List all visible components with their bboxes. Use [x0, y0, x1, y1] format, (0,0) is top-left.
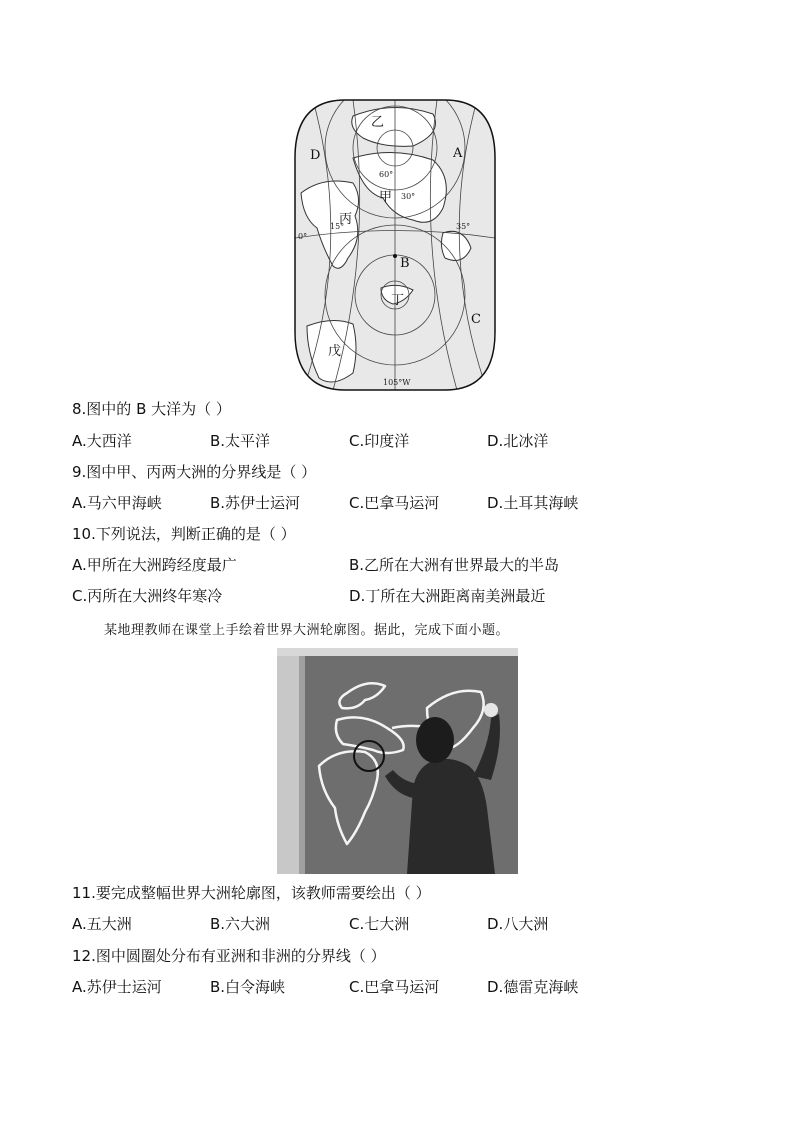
- question-11-stem: 11.要完成整幅世界大洲轮廓图，该教师需要绘出（ ）: [72, 884, 431, 902]
- question-9-stem: 9.图中甲、丙两大洲的分界线是（ ）: [72, 463, 317, 481]
- map-degree-35: 35°: [456, 222, 471, 231]
- question-8-option-b: B.太平洋: [210, 432, 271, 450]
- question-8-option-d: D.北冰洋: [487, 432, 549, 450]
- question-12-option-c: C.巴拿马运河: [349, 978, 440, 996]
- question-11-option-a: A.五大洲: [72, 915, 132, 933]
- question-9-option-b: B.苏伊士运河: [210, 494, 301, 512]
- map-degree-30: 30°: [401, 192, 416, 201]
- question-10-option-d: D.丁所在大洲距离南美洲最近: [349, 587, 546, 605]
- question-10-stem: 10.下列说法，判断正确的是（ ）: [72, 525, 296, 543]
- question-11-option-d: D.八大洲: [487, 915, 549, 933]
- map-label-yi: 乙: [371, 115, 385, 130]
- question-8-option-c: C.印度洋: [349, 432, 410, 450]
- map-degree-60: 60°: [379, 170, 394, 179]
- question-10-option-a: A.甲所在大洲跨经度最广: [72, 556, 237, 574]
- question-8-option-a: A.大西洋: [72, 432, 132, 450]
- map-label-D: D: [310, 148, 321, 163]
- map-degree-15: 15°: [330, 222, 345, 231]
- map-label-A: A: [453, 146, 463, 161]
- question-10-option-b: B.乙所在大洲有世界最大的半岛: [349, 556, 560, 574]
- question-11-option-c: C.七大洲: [349, 915, 410, 933]
- map-label-bing: 丙: [339, 212, 353, 227]
- question-12-option-d: D.德雷克海峡: [487, 978, 579, 996]
- map-degree-105w: 105°W: [383, 378, 411, 387]
- photo-graphic: [277, 648, 518, 874]
- question-9-option-a: A.马六甲海峡: [72, 494, 162, 512]
- map-label-B: B: [400, 256, 410, 271]
- map-label-jia: 甲: [379, 190, 393, 205]
- question-12-option-a: A.苏伊士运河: [72, 978, 162, 996]
- question-12-option-b: B.白令海峡: [210, 978, 286, 996]
- question-12-stem: 12.图中圆圈处分布有亚洲和非洲的分界线（ ）: [72, 947, 386, 965]
- question-9-option-c: C.巴拿马运河: [349, 494, 440, 512]
- map-label-wu: 戊: [328, 344, 342, 359]
- question-9-option-d: D.土耳其海峡: [487, 494, 579, 512]
- map-graphic: [293, 98, 497, 392]
- map-label-ding: 丁: [391, 293, 405, 308]
- intro-text: 某地理教师在课堂上手绘着世界大洲轮廓图。据此，完成下面小题。: [104, 623, 510, 638]
- map-label-C: C: [471, 312, 481, 327]
- question-11-option-b: B.六大洲: [210, 915, 271, 933]
- question-10-option-c: C.丙所在大洲终年寒冷: [72, 587, 223, 605]
- map-degree-0: 0°: [298, 232, 308, 241]
- teacher-drawing-photo: [277, 648, 518, 874]
- world-projection-map: [293, 98, 497, 392]
- question-8-stem: 8.图中的 B 大洋为（ ）: [72, 400, 231, 418]
